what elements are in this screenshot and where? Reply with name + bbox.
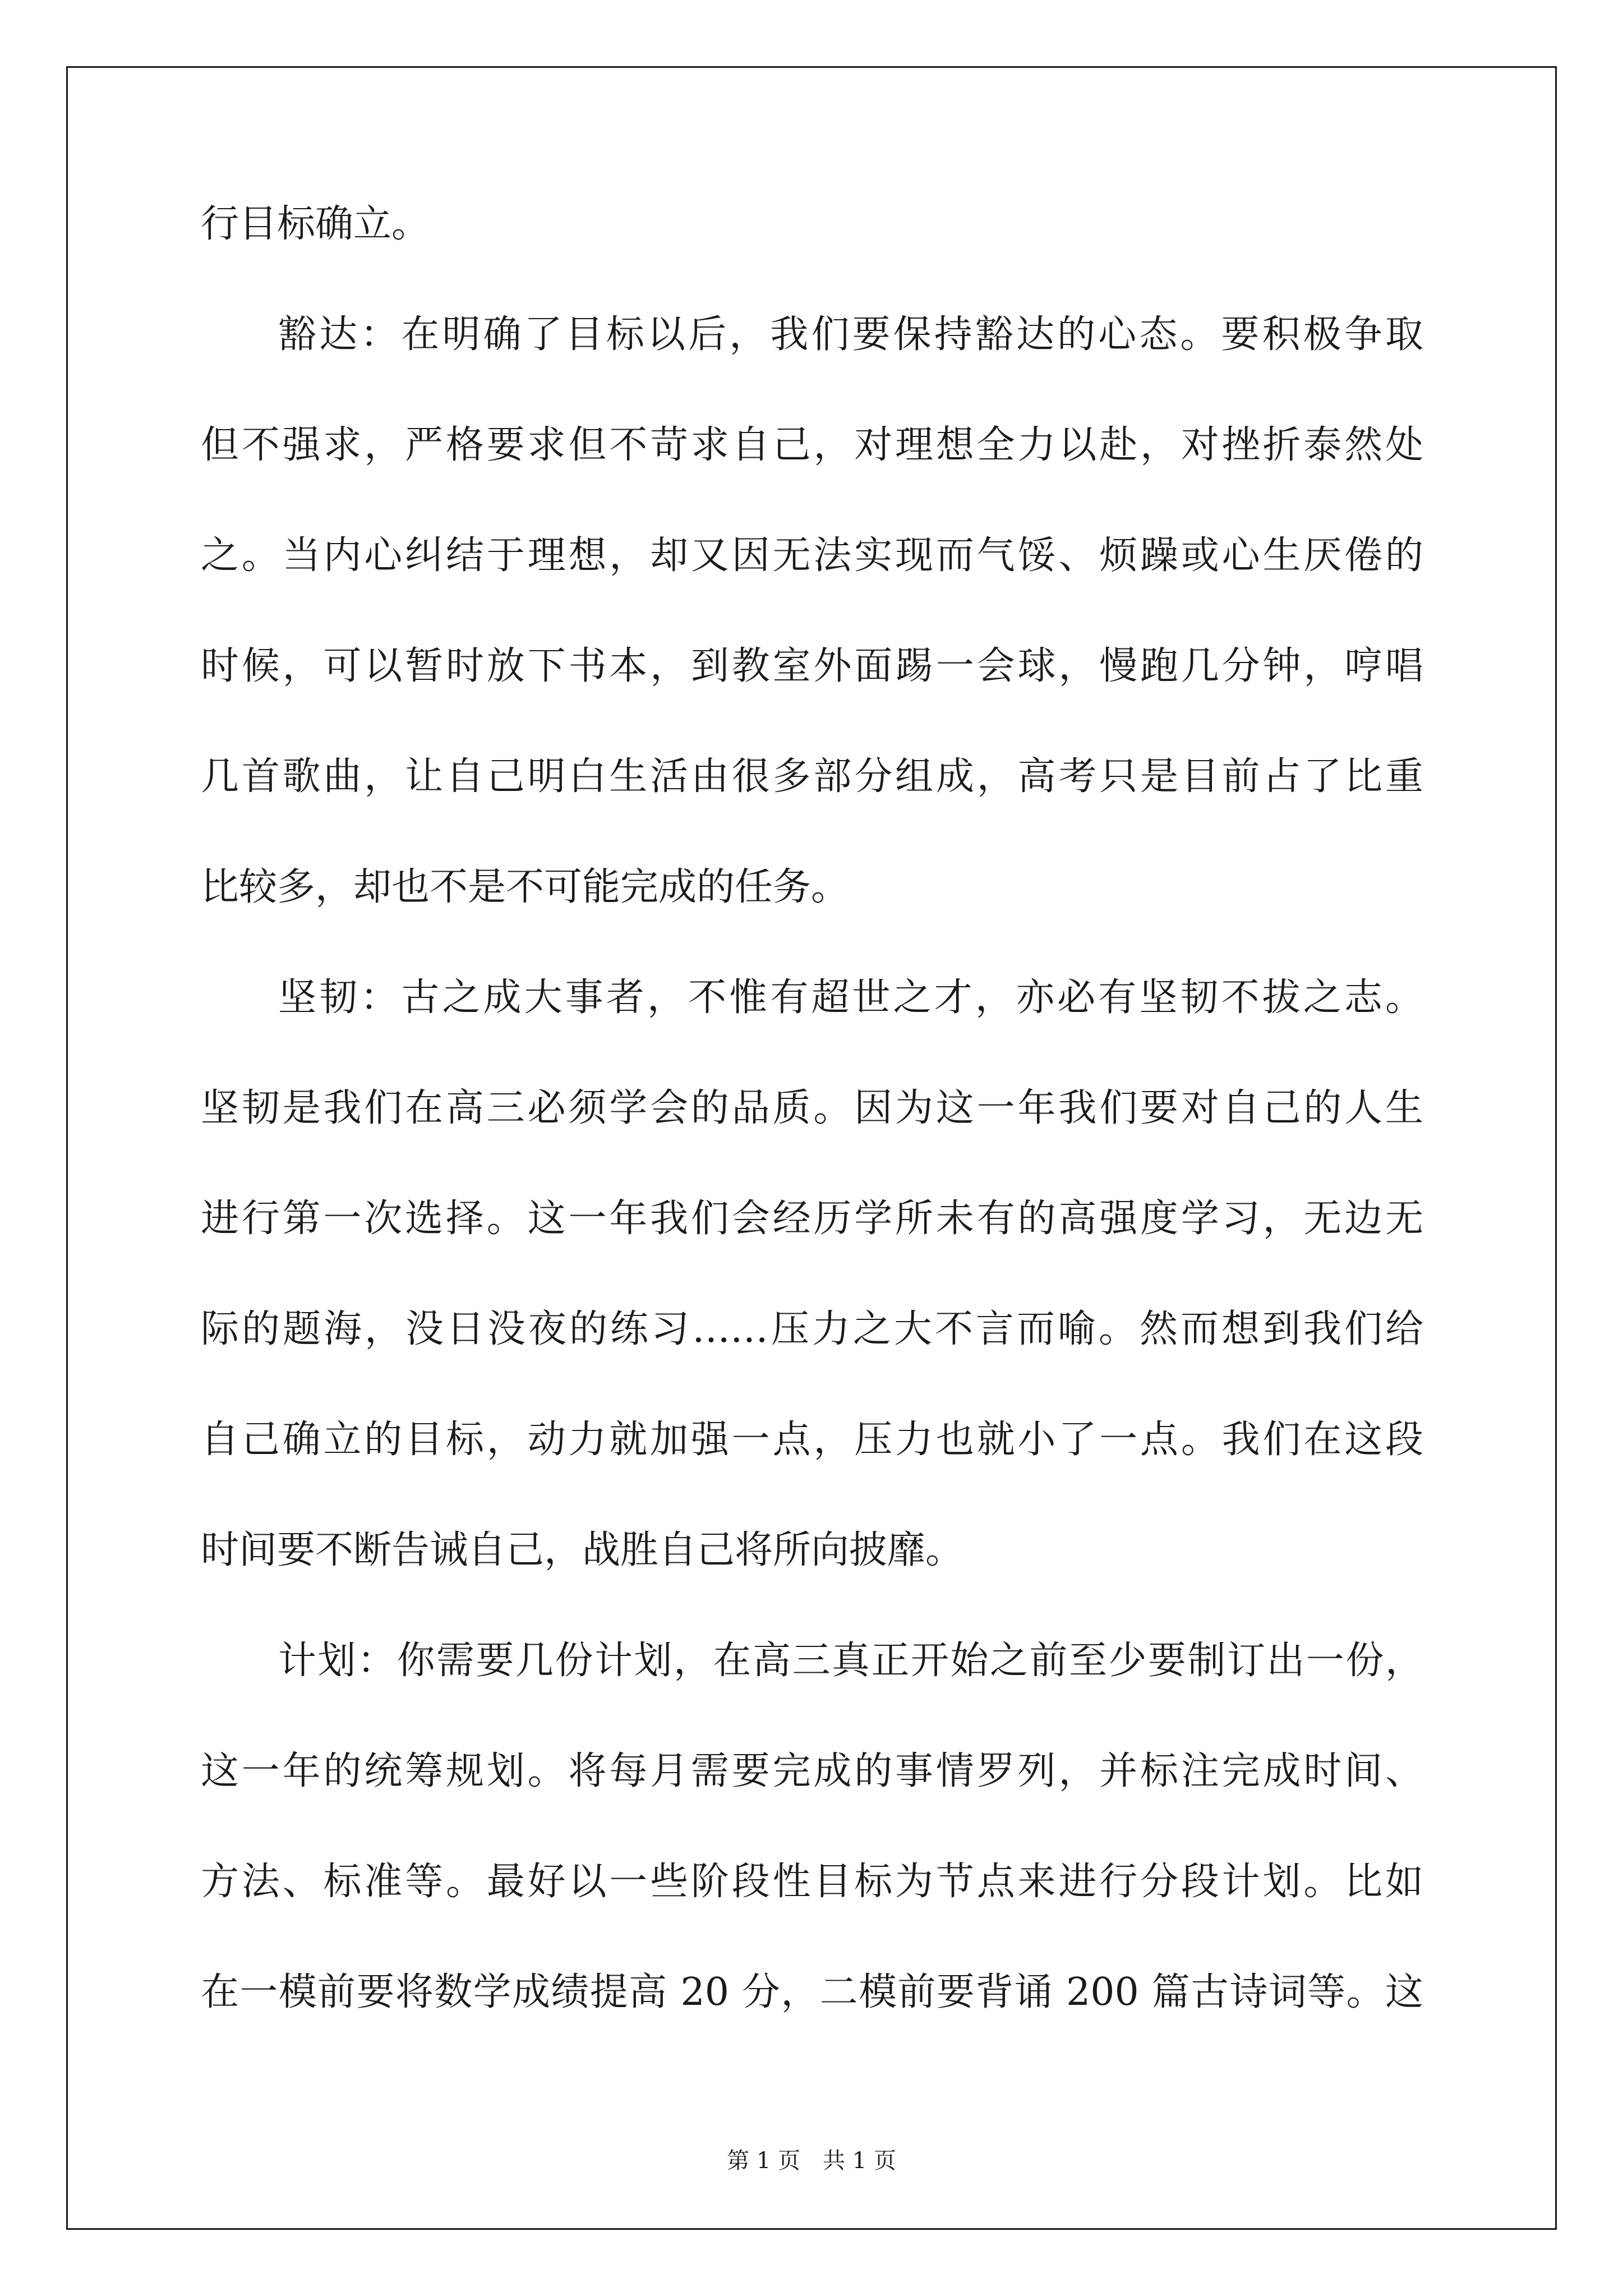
text-line: 在一模前要将数学成绩提高 20 分，二模前要背诵 200 篇古诗词等。这 bbox=[201, 1970, 1423, 2014]
text-line: 这一年的统筹规划。将每月需要完成的事情罗列，并标注完成时间、 bbox=[201, 1749, 1423, 1793]
text-line: 几首歌曲，让自己明白生活由很多部分组成，高考只是目前占了比重 bbox=[201, 754, 1423, 799]
text-line: 时候，可以暂时放下书本，到教室外面踢一会球，慢跑几分钟，哼唱 bbox=[201, 644, 1423, 688]
text-line: 时间要不断告诫自己，战胜自己将所向披靡。 bbox=[201, 1528, 964, 1572]
text-line: 方法、标准等。最好以一些阶段性目标为节点来进行分段计划。比如 bbox=[201, 1860, 1423, 1904]
text-line: 之。当内心纠结于理想，却又因无法实现而气馁、烦躁或心生厌倦的 bbox=[201, 533, 1423, 578]
text-line: 但不强求，严格要求但不苛求自己，对理想全力以赴，对挫折泰然处 bbox=[201, 423, 1423, 467]
text-line: 坚韧是我们在高三必须学会的品质。因为这一年我们要对自己的人生 bbox=[201, 1086, 1423, 1130]
text-line: 坚韧：古之成大事者，不惟有超世之才，亦必有坚韧不拔之志。 bbox=[278, 976, 1423, 1020]
text-line: 计划：你需要几份计划，在高三真正开始之前至少要制订出一份， bbox=[278, 1639, 1423, 1683]
text-line: 进行第一次选择。这一年我们会经历学所未有的高强度学习，无边无 bbox=[201, 1197, 1423, 1241]
page-number: 第 1 页 共 1 页 bbox=[727, 2148, 896, 2174]
text-line: 际的题海，没日没夜的练习……压力之大不言而喻。然而想到我们给 bbox=[201, 1307, 1423, 1351]
text-line: 豁达：在明确了目标以后，我们要保持豁达的心态。要积极争取 bbox=[278, 312, 1423, 357]
text-line: 比较多，却也不是不可能完成的任务。 bbox=[201, 865, 850, 909]
text-line: 自己确立的目标，动力就加强一点，压力也就小了一点。我们在这段 bbox=[201, 1418, 1423, 1462]
text-line: 行目标确立。 bbox=[201, 202, 430, 246]
